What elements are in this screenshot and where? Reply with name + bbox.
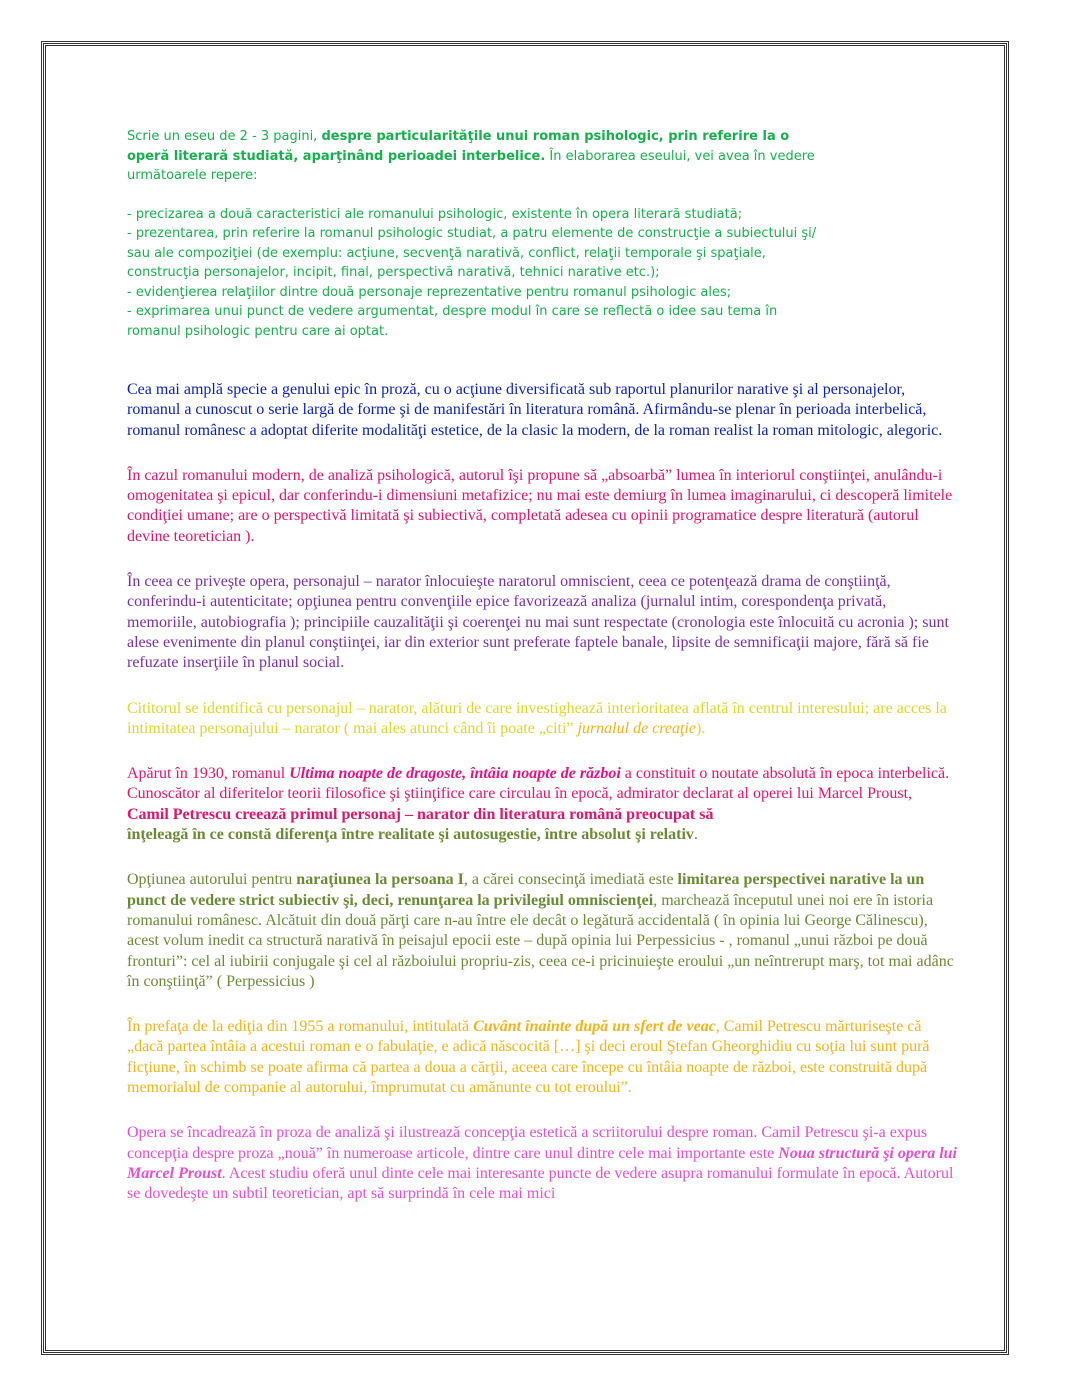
task-item: - exprimarea unui punct de vedere argumentat, despre modul în care se reflectă o idee sau tema în romanul psihologic pentru care ai optat. [127, 304, 778, 339]
italic-term: jurnalul de creaţie [577, 719, 696, 737]
task-item: - prezentarea, prin referire la romanul psihologic studiat, a patru elemente de construcţie a subiectului şi/ sau ale compoziţiei (de exemplu: acţiune, secvenţă narativă, conflict, relaţii temporale şi spaţiale, construcţia personajelor, incipit, final, perspectivă narativă, tehnici narative etc.); [127, 226, 817, 280]
essay-paragraph-2: În cazul romanului modern, de analiză psihologică, autorul îşi propune să „absoarbă” lumea în interiorul conştiinţei, anulându-i omogenitatea şi epicul, dar conferindu-i dimensiuni metafizice; nu mai este demiurg în lumea imaginarului, ci descoperă limitele condiţiei umane; are o perspectivă limitată şi subiectivă, completată adesea cu opinii programatice despre literatură (autorul devine teoretician ). [127, 466, 953, 545]
task-intro: Scrie un eseu de 2 - 3 pagini, despre particularităţile unui roman psihologic, prin referire la o operă literară studiată, aparţinând perioadei interbelice. În elaborarea eseului, vei avea în vedere următoarele repere: [127, 129, 815, 183]
novel-title: Ultima noapte de dragoste, întâia noapte de război [289, 765, 621, 783]
essay-text [127, 380, 957, 1205]
essay-paragraph-6: Opţiunea autorului pentru naraţiunea la persoana I, a cărei consecinţă imediată este limitarea perspectivei narative la un punct de vedere strict subiectiv şi, deci, renunţarea la privilegiul omniscienţei, marchează începutul unei noi ere în istoria romanului românesc. Alcătuit din două părţi care n-au între ele decât o legătură accidentală ( în opinia lui George Călinescu), acest volum inedit ca structură narativă în peisajul epocii este – după opinia lui Perpessicius - , romanul „unui război pe două fronturi”: cel al iubirii conjugale şi cel al războiului propriu-zis, ceea ce-i pricinuieşte eroului „un neîntrerupt marş, tot mai adânc în conştiinţă” ( Perpessicius ) [127, 871, 954, 990]
task-intro-bold: despre particularităţile unui roman psihologic, prin referire la o operă literară studiată, aparţinând perioadei interbelice. [127, 129, 790, 164]
essay-paragraph-8: Opera se încadrează în proza de analiză şi ilustrează concepţia estetică a scriitorului despre roman. Camil Petrescu şi-a expus concepţia despre proza „nouă” în numeroase articole, dintre care unul dintre cele mai importante este Noua structură şi opera lui Marcel Proust. Acest studiu oferă unul dinte cele mai interesante puncte de vedere asupra romanului formulate în epocă. Autorul se dovedeşte un subtil teoretician, apt să surprindă în cele mai mici [127, 1124, 957, 1203]
essay-paragraph-7: În prefaţa de la ediţia din 1955 a romanului, intitulată Cuvânt înainte după un sfert de veac, Camil Petrescu mărturiseşte că „dacă partea întâia a acestui roman e o fabulaţie, e adică născocită […] şi deci eroul Ştefan Gheorghidiu cu soţia lui sunt pură ficţiune, în schimb se poate afirma că partea a doua a cărţii, aceea care începe cu întâia noapte de război, este construită după memorialul de companie al autorului, împrumutat cu amănunte cu tot eroului”. [127, 1018, 930, 1097]
task-item: - evidenţierea relaţiilor dintre două personaje reprezentative pentru romanul psihologic ales; [127, 284, 732, 300]
task-item: - precizarea a două caracteristici ale romanului psihologic, existente în opera literară studiată; [127, 206, 743, 222]
study-title: Noua structură şi opera lui Marcel Proust [127, 1144, 957, 1182]
essay-paragraph-3: În ceea ce priveşte opera, personajul – narator înlocuieşte naratorul omniscient, ceea ce potenţează drama de conştiinţă, conferindu-i autenticitate; opţiunea pentru convenţiile epice favorizează analiza (jurnalul intim, corespondenţa privată, memoriile, autobiografia ); principiile cauzalităţii şi coerenţei nu mai sunt respectate (cronologia este înlocuită cu acronia ); sunt alese evenimente din planul conştiinţei, iar din exterior sunt preferate faptele banale, lipsite de semnificaţii majore, fără să fie refuzate inserţiile în planul social. [127, 573, 949, 672]
essay-paragraph-1: Cea mai amplă specie a genului epic în proză, cu o acţiune diversificată sub raportul planurilor narative şi al personajelor, romanul a cunoscut o serie largă de forme şi de manifestări în literatura română. Afirmându-se plenar în perioada interbelică, romanul românesc a adoptat diferite modalităţi estetice, de la clasic la modern, de la roman realist la roman mitologic, alegoric. [127, 381, 943, 439]
spacer [127, 186, 817, 205]
document-body [127, 127, 957, 1205]
essay-paragraph-5: Apărut în 1930, romanul Ultima noapte de dragoste, întâia noapte de război a constituit o noutate absolută în epoca interbelică. Cunoscător al diferitelor teorii filosofice şi ştiinţifice care circulau în epocă, admirator declarat al operei lui Marcel Proust, Camil Petrescu creează primul personaj – narator din literatura română preocupat să înţeleagă în ce constă diferenţa între realitate şi autosugestie, între absolut şi relativ. [127, 765, 950, 844]
essay-paragraph-4: Cititorul se identifică cu personajul – narator, alături de care investighează interioritatea aflată în centrul interesului; are acces la intimitatea personajului – narator ( mai ales atunci când îi poate „citi” jurnalul de creaţie). [127, 699, 947, 737]
preface-title: Cuvânt înainte după un sfert de veac [473, 1018, 716, 1036]
essay-task-instructions [127, 127, 817, 341]
